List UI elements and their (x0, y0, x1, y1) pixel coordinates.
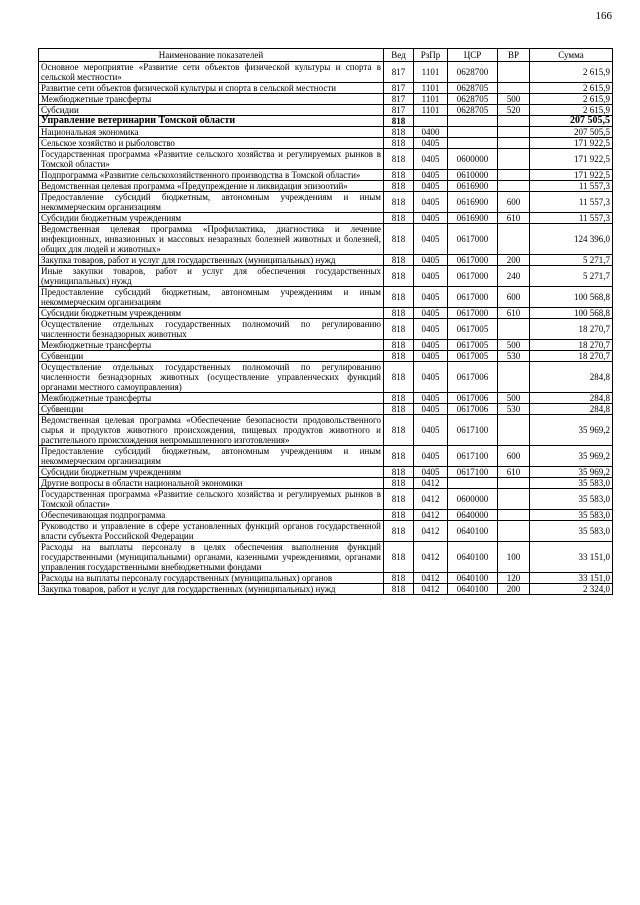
row-sum: 18 270,7 (530, 351, 613, 362)
table-row (39, 489, 613, 510)
row-name: Ведомственная целевая программа «Предупреждение и ликвидация эпизоотий» (39, 181, 384, 192)
row-name: Иные закупки товаров, работ и услуг для обеспечения государственных (муниципальных) нужд (39, 266, 384, 287)
row-sum: 124 396,0 (530, 224, 613, 255)
row-rzpr: 0400 (414, 127, 448, 138)
row-ved: 818 (384, 351, 414, 362)
row-rzpr: 0405 (414, 415, 448, 446)
row-vr: 610 (498, 467, 530, 478)
row-ved: 818 (384, 127, 414, 138)
row-vr (498, 521, 530, 542)
table-row (39, 213, 613, 224)
row-csr: 0617006 (448, 393, 498, 404)
row-vr: 240 (498, 266, 530, 287)
row-sum: 207 505,5 (530, 116, 613, 127)
row-sum: 11 557,3 (530, 213, 613, 224)
row-rzpr: 1101 (414, 62, 448, 83)
table-row (39, 116, 613, 127)
row-name: Подпрограмма «Развитие сельскохозяйственного производства в Томской области» (39, 170, 384, 181)
row-rzpr: 0412 (414, 573, 448, 584)
row-ved: 817 (384, 105, 414, 116)
row-name: Ведомственная целевая программа «Обеспечение безопасности продовольственного сырья и продуктов животного происхождения, пищевых продуктов животного и растительного происхождения непромышленного изготовления» (39, 415, 384, 446)
row-csr: 0617000 (448, 255, 498, 266)
row-name: Осуществление отдельных государственных полномочий по регулированию численности безнадзорных животных (39, 319, 384, 340)
row-rzpr: 0412 (414, 542, 448, 573)
row-csr: 0610000 (448, 170, 498, 181)
row-vr: 200 (498, 255, 530, 266)
table-row (39, 478, 613, 489)
row-rzpr: 1101 (414, 83, 448, 94)
row-csr: 0617100 (448, 415, 498, 446)
row-sum: 35 969,2 (530, 446, 613, 467)
table-row (39, 319, 613, 340)
header-sum: Сумма (530, 49, 613, 62)
table-row (39, 308, 613, 319)
table-row (39, 94, 613, 105)
table-row (39, 467, 613, 478)
row-ved: 818 (384, 478, 414, 489)
row-sum: 2 615,9 (530, 62, 613, 83)
row-ved: 818 (384, 467, 414, 478)
table-row (39, 138, 613, 149)
row-csr (448, 116, 498, 127)
row-ved: 818 (384, 308, 414, 319)
row-vr (498, 116, 530, 127)
row-name: Государственная программа «Развитие сельского хозяйства и регулируемых рынков в Томской области» (39, 149, 384, 170)
table-row (39, 105, 613, 116)
row-rzpr: 0405 (414, 255, 448, 266)
row-sum: 5 271,7 (530, 266, 613, 287)
row-ved: 818 (384, 319, 414, 340)
header-csr: ЦСР (448, 49, 498, 62)
table-row (39, 181, 613, 192)
row-name: Субвенции (39, 404, 384, 415)
row-vr (498, 170, 530, 181)
row-name: Предоставление субсидий бюджетным, автономным учреждениям и иным некоммерческим организациям (39, 287, 384, 308)
row-csr: 0616900 (448, 181, 498, 192)
row-sum: 5 271,7 (530, 255, 613, 266)
table-header-row (39, 49, 613, 62)
row-ved: 818 (384, 224, 414, 255)
row-name: Обеспечивающая подпрограмма (39, 510, 384, 521)
table-row (39, 127, 613, 138)
row-ved: 818 (384, 584, 414, 595)
row-ved: 817 (384, 83, 414, 94)
row-sum: 284,8 (530, 362, 613, 393)
row-sum: 35 583,0 (530, 478, 613, 489)
table-body (39, 62, 613, 595)
row-ved: 818 (384, 287, 414, 308)
row-name: Государственная программа «Развитие сельского хозяйства и регулируемых рынков в Томской области» (39, 489, 384, 510)
row-csr: 0617006 (448, 362, 498, 393)
row-sum: 11 557,3 (530, 181, 613, 192)
row-vr (498, 415, 530, 446)
row-csr: 0600000 (448, 149, 498, 170)
row-ved: 818 (384, 362, 414, 393)
budget-table (38, 48, 613, 595)
row-sum: 2 615,9 (530, 94, 613, 105)
table-row (39, 393, 613, 404)
table-row (39, 287, 613, 308)
row-ved: 818 (384, 255, 414, 266)
row-rzpr: 0405 (414, 362, 448, 393)
row-ved: 818 (384, 415, 414, 446)
table-row (39, 542, 613, 573)
row-rzpr: 0405 (414, 213, 448, 224)
row-rzpr: 0412 (414, 489, 448, 510)
row-csr: 0600000 (448, 489, 498, 510)
row-ved: 818 (384, 192, 414, 213)
row-name: Сельское хозяйство и рыболовство (39, 138, 384, 149)
row-name: Другие вопросы в области национальной экономики (39, 478, 384, 489)
row-csr: 0617006 (448, 404, 498, 415)
row-name: Развитие сети объектов физической культуры и спорта в сельской местности (39, 83, 384, 94)
row-csr: 0617000 (448, 224, 498, 255)
row-csr: 0628705 (448, 105, 498, 116)
row-vr (498, 149, 530, 170)
row-rzpr: 0412 (414, 510, 448, 521)
row-sum: 2 615,9 (530, 105, 613, 116)
row-csr: 0617000 (448, 266, 498, 287)
row-csr: 0628705 (448, 94, 498, 105)
row-csr: 0616900 (448, 192, 498, 213)
table-row (39, 573, 613, 584)
table-row (39, 584, 613, 595)
row-sum: 33 151,0 (530, 573, 613, 584)
row-vr (498, 224, 530, 255)
row-rzpr: 0405 (414, 266, 448, 287)
table-row (39, 446, 613, 467)
row-rzpr: 0412 (414, 521, 448, 542)
row-name: Расходы на выплаты персоналу в целях обеспечения выполнения функций государственными (муниципальными) органами, казенными учреждениями, органами управления государственными внебюджетными фондами (39, 542, 384, 573)
table-row (39, 149, 613, 170)
row-vr: 500 (498, 340, 530, 351)
row-name: Национальная экономика (39, 127, 384, 138)
row-name: Осуществление отдельных государственных полномочий по регулированию численности безнадзорных животных (осуществление управленческих функций органами местного самоуправления) (39, 362, 384, 393)
table-row (39, 83, 613, 94)
row-rzpr: 0405 (414, 181, 448, 192)
row-vr: 500 (498, 94, 530, 105)
row-name: Управление ветеринарии Томской области (39, 116, 384, 127)
row-sum: 35 583,0 (530, 510, 613, 521)
table-row (39, 170, 613, 181)
row-vr (498, 83, 530, 94)
row-ved: 817 (384, 94, 414, 105)
row-rzpr: 0405 (414, 149, 448, 170)
row-rzpr: 0412 (414, 478, 448, 489)
row-vr (498, 62, 530, 83)
table-row (39, 351, 613, 362)
table-row (39, 404, 613, 415)
row-vr (498, 138, 530, 149)
table-row (39, 362, 613, 393)
row-vr (498, 362, 530, 393)
row-csr: 0640100 (448, 542, 498, 573)
row-csr: 0640100 (448, 584, 498, 595)
row-name: Субсидии бюджетным учреждениям (39, 213, 384, 224)
row-name: Субсидии (39, 105, 384, 116)
row-name: Ведомственная целевая программа «Профилактика, диагностика и лечение инфекционных, инвазионных и массовых незаразных болезней животных и болезней, общих для людей и животных» (39, 224, 384, 255)
row-vr: 530 (498, 404, 530, 415)
row-ved: 818 (384, 170, 414, 181)
row-ved: 818 (384, 149, 414, 170)
table-row (39, 255, 613, 266)
row-name: Руководство и управление в сфере установленных функций органов государственной власти субъекта Российской Федерации (39, 521, 384, 542)
row-name: Субсидии бюджетным учреждениям (39, 308, 384, 319)
row-sum: 11 557,3 (530, 192, 613, 213)
table-row (39, 415, 613, 446)
row-rzpr: 0405 (414, 192, 448, 213)
table-row (39, 192, 613, 213)
row-ved: 818 (384, 340, 414, 351)
row-vr: 120 (498, 573, 530, 584)
row-sum: 35 583,0 (530, 521, 613, 542)
row-name: Межбюджетные трансферты (39, 340, 384, 351)
row-vr: 200 (498, 584, 530, 595)
row-vr: 600 (498, 446, 530, 467)
row-name: Предоставление субсидий бюджетным, автономным учреждениям и иным некоммерческим организациям (39, 192, 384, 213)
row-ved: 818 (384, 573, 414, 584)
row-vr: 530 (498, 351, 530, 362)
row-name: Закупка товаров, работ и услуг для государственных (муниципальных) нужд (39, 255, 384, 266)
row-csr (448, 478, 498, 489)
row-csr: 0616900 (448, 213, 498, 224)
row-ved: 817 (384, 62, 414, 83)
row-csr (448, 127, 498, 138)
row-vr (498, 489, 530, 510)
row-rzpr: 0405 (414, 446, 448, 467)
table-row (39, 62, 613, 83)
row-ved: 818 (384, 521, 414, 542)
row-sum: 171 922,5 (530, 149, 613, 170)
row-ved: 818 (384, 266, 414, 287)
row-sum: 2 615,9 (530, 83, 613, 94)
row-rzpr: 0405 (414, 138, 448, 149)
row-rzpr: 0405 (414, 170, 448, 181)
row-rzpr (414, 116, 448, 127)
row-vr (498, 127, 530, 138)
row-ved: 818 (384, 138, 414, 149)
row-csr: 0617000 (448, 287, 498, 308)
row-sum: 207 505,5 (530, 127, 613, 138)
row-vr: 500 (498, 393, 530, 404)
table-row (39, 510, 613, 521)
row-sum: 171 922,5 (530, 138, 613, 149)
row-sum: 100 568,8 (530, 308, 613, 319)
row-vr: 610 (498, 308, 530, 319)
row-csr: 0617005 (448, 351, 498, 362)
row-ved: 818 (384, 510, 414, 521)
row-ved: 818 (384, 393, 414, 404)
row-sum: 18 270,7 (530, 340, 613, 351)
header-vr: ВР (498, 49, 530, 62)
row-csr: 0640100 (448, 521, 498, 542)
row-ved: 818 (384, 542, 414, 573)
row-name: Субвенции (39, 351, 384, 362)
row-vr (498, 510, 530, 521)
row-csr: 0628705 (448, 83, 498, 94)
row-name: Межбюджетные трансферты (39, 393, 384, 404)
row-vr: 100 (498, 542, 530, 573)
row-csr: 0617005 (448, 340, 498, 351)
header-name: Наименование показателей (39, 49, 384, 62)
row-vr (498, 478, 530, 489)
row-csr: 0640100 (448, 573, 498, 584)
row-ved: 818 (384, 404, 414, 415)
row-name: Закупка товаров, работ и услуг для государственных (муниципальных) нужд (39, 584, 384, 595)
row-csr (448, 138, 498, 149)
row-rzpr: 0405 (414, 340, 448, 351)
row-sum: 18 270,7 (530, 319, 613, 340)
row-sum: 284,8 (530, 404, 613, 415)
row-rzpr: 1101 (414, 105, 448, 116)
row-sum: 2 324,0 (530, 584, 613, 595)
row-rzpr: 0405 (414, 393, 448, 404)
row-name: Предоставление субсидий бюджетным, автономным учреждениям и иным некоммерческим организациям (39, 446, 384, 467)
row-ved: 818 (384, 116, 414, 127)
row-vr: 610 (498, 213, 530, 224)
header-rzpr: РзПр (414, 49, 448, 62)
row-vr: 600 (498, 192, 530, 213)
row-rzpr: 0405 (414, 308, 448, 319)
row-csr: 0640000 (448, 510, 498, 521)
row-sum: 35 969,2 (530, 415, 613, 446)
row-csr: 0617005 (448, 319, 498, 340)
row-sum: 35 969,2 (530, 467, 613, 478)
row-ved: 818 (384, 446, 414, 467)
row-csr: 0628700 (448, 62, 498, 83)
row-vr: 600 (498, 287, 530, 308)
row-csr: 0617000 (448, 308, 498, 319)
row-rzpr: 0412 (414, 584, 448, 595)
row-rzpr: 0405 (414, 467, 448, 478)
row-csr: 0617100 (448, 446, 498, 467)
row-sum: 33 151,0 (530, 542, 613, 573)
row-sum: 284,8 (530, 393, 613, 404)
row-vr (498, 181, 530, 192)
row-rzpr: 0405 (414, 404, 448, 415)
row-ved: 818 (384, 181, 414, 192)
row-name: Расходы на выплаты персоналу государственных (муниципальных) органов (39, 573, 384, 584)
row-ved: 818 (384, 213, 414, 224)
page-number: 166 (595, 10, 612, 22)
row-sum: 171 922,5 (530, 170, 613, 181)
row-name: Основное мероприятие «Развитие сети объектов физической культуры и спорта в сельской местности» (39, 62, 384, 83)
row-sum: 35 583,0 (530, 489, 613, 510)
row-vr (498, 319, 530, 340)
table-row (39, 521, 613, 542)
row-rzpr: 0405 (414, 224, 448, 255)
row-name: Межбюджетные трансферты (39, 94, 384, 105)
row-csr: 0617100 (448, 467, 498, 478)
row-rzpr: 0405 (414, 287, 448, 308)
table-row (39, 224, 613, 255)
table-row (39, 340, 613, 351)
header-ved: Вед (384, 49, 414, 62)
row-rzpr: 1101 (414, 94, 448, 105)
table-row (39, 266, 613, 287)
row-vr: 520 (498, 105, 530, 116)
row-rzpr: 0405 (414, 351, 448, 362)
row-sum: 100 568,8 (530, 287, 613, 308)
row-name: Субсидии бюджетным учреждениям (39, 467, 384, 478)
row-ved: 818 (384, 489, 414, 510)
row-rzpr: 0405 (414, 319, 448, 340)
